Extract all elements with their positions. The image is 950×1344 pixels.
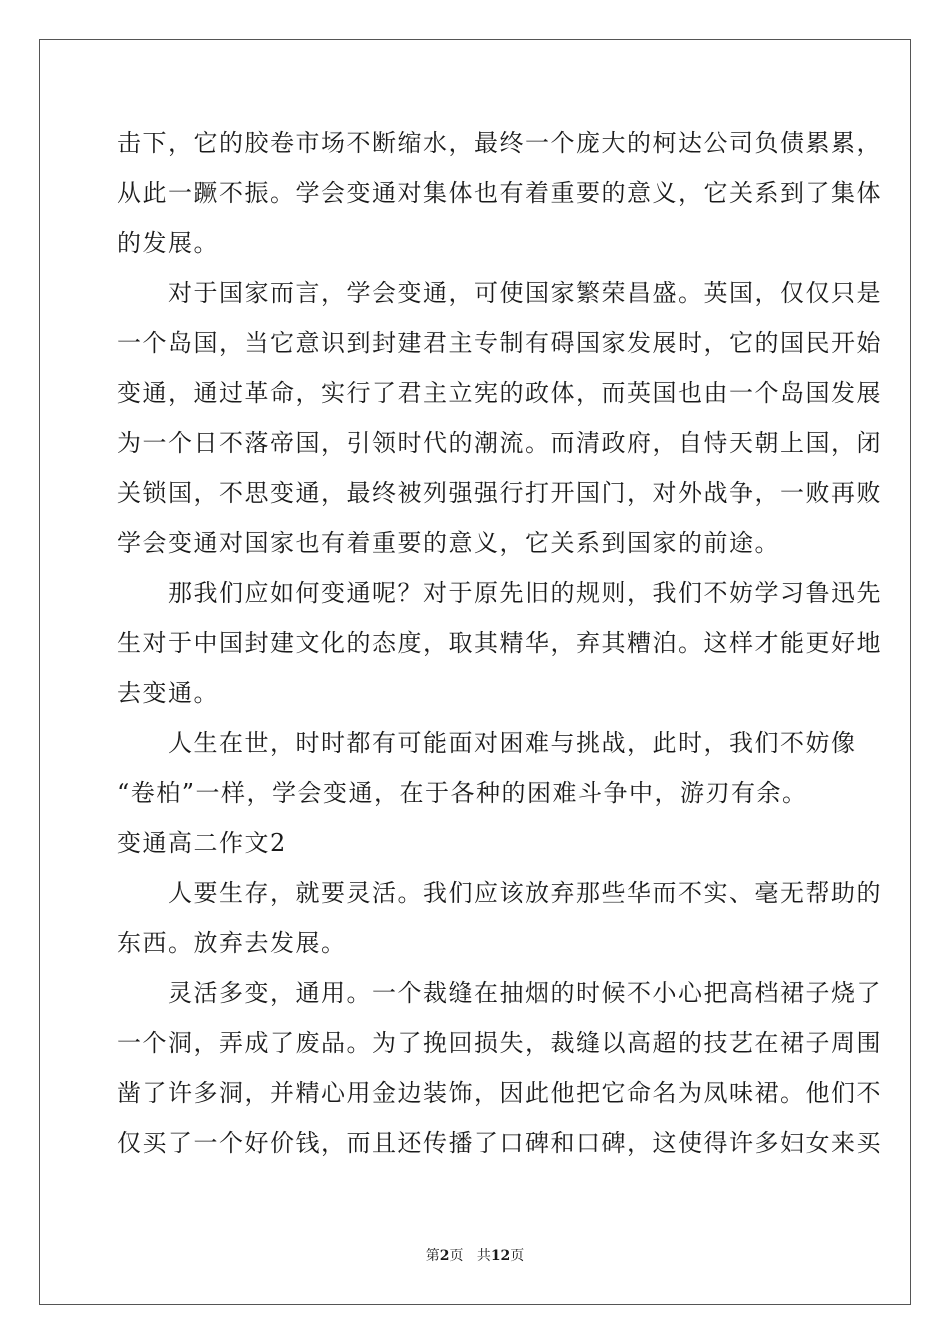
page-footer — [0, 1245, 950, 1265]
text-line: 为一个日不落帝国，引领时代的潮流。而清政府，自恃天朝上国，闭 — [117, 429, 882, 457]
footer-total-suffix: 页 — [510, 1248, 525, 1264]
text-line: “卷柏”一样，学会变通，在于各种的困难斗争中，游刃有余。 — [117, 779, 808, 807]
text-line: 人要生存，就要灵活。我们应该放弃那些华而不实、毫无帮助的 — [117, 879, 882, 907]
text-line: 凿了许多洞，并精心用金边装饰，因此他把它命名为凤味裙。他们不 — [117, 1079, 882, 1107]
text-line: 学会变通对国家也有着重要的意义，它关系到国家的前途。 — [117, 529, 780, 557]
section-heading: 变通高二作文2 — [117, 829, 287, 857]
text-line: 那我们应如何变通呢？对于原先旧的规则，我们不妨学习鲁迅先 — [117, 579, 882, 607]
footer-page-suffix: 页 — [449, 1248, 464, 1264]
text-line: 对于国家而言，学会变通，可使国家繁荣昌盛。英国，仅仅只是 — [117, 279, 882, 307]
text-line: 去变通。 — [117, 679, 219, 707]
text-line: 东西。放弃去发展。 — [117, 929, 347, 957]
total-pages: 12 — [490, 1248, 511, 1264]
text-line: 人生在世，时时都有可能面对困难与挑战，此时，我们不妨像 — [117, 729, 857, 757]
text-line: 灵活多变，通用。一个裁缝在抽烟的时候不小心把高档裙子烧了 — [117, 979, 882, 1007]
text-line: 生对于中国封建文化的态度，取其精华，弃其糟泊。这样才能更好地 — [117, 629, 882, 657]
text-line: 的发展。 — [117, 229, 219, 257]
text-line: 一个岛国，当它意识到封建君主专制有碍国家发展时，它的国民开始 — [117, 329, 882, 357]
text-line: 仅买了一个好价钱，而且还传播了口碑和口碑，这使得许多妇女来买 — [117, 1129, 882, 1157]
text-line: 变通，通过革命，实行了君主立宪的政体，而英国也由一个岛国发展 — [117, 379, 882, 407]
text-line: 击下，它的胶卷市场不断缩水，最终一个庞大的柯达公司负债累累， — [117, 129, 882, 157]
footer-total-prefix: 共 — [476, 1248, 491, 1264]
text-line: 从此一蹶不振。学会变通对集体也有着重要的意义，它关系到了集体 — [117, 179, 882, 207]
text-line: 关锁国，不思变通，最终被列强强行打开国门，对外战争，一败再败 — [117, 479, 882, 507]
page-number: 2 — [439, 1248, 450, 1264]
footer-prefix: 第 — [425, 1248, 440, 1264]
text-line: 一个洞，弄成了废品。为了挽回损失，裁缝以高超的技艺在裙子周围 — [117, 1029, 882, 1057]
document-body — [117, 118, 882, 1168]
